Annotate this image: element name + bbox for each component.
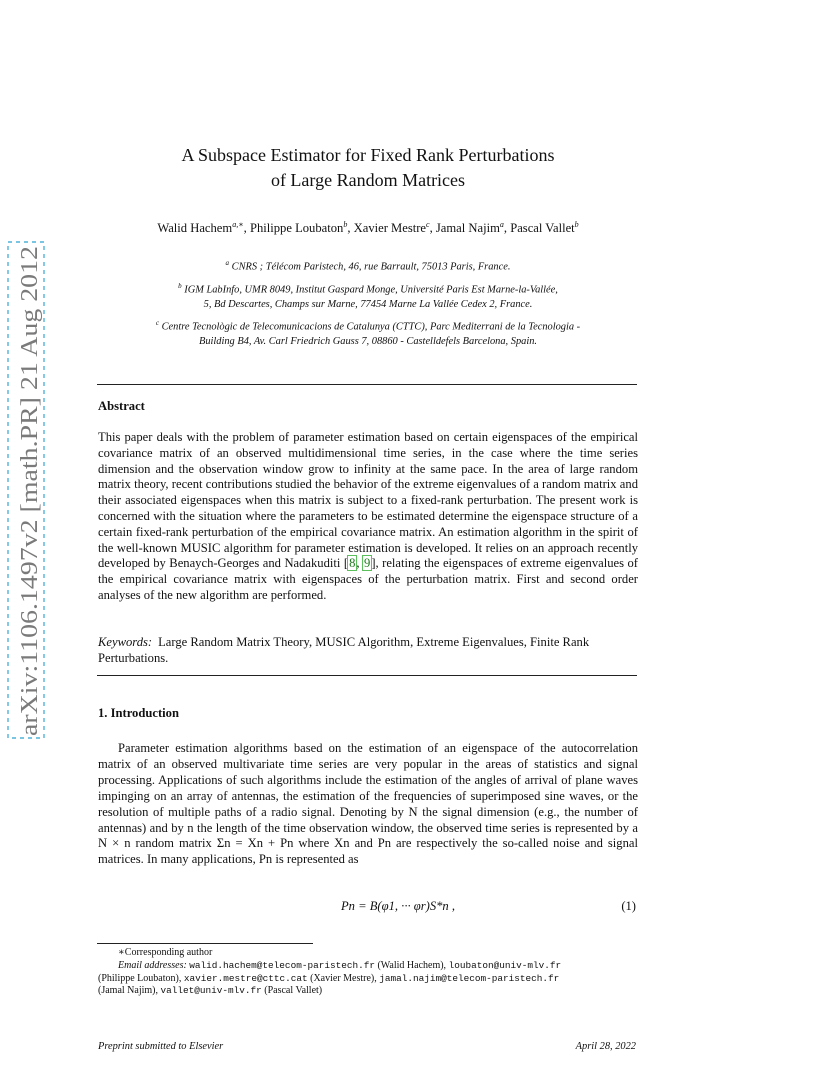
abstract-heading: Abstract [98, 399, 145, 413]
keywords-text: Large Random Matrix Theory, MUSIC Algorithm, Extreme Eigenvalues, Finite Rank Perturbations. [98, 635, 590, 665]
footnote: ∗Corresponding author Email addresses: walid.hachem@telecom-paristech.fr (Walid Hachem), loubaton@univ-mlv.fr (Philippe Loubaton), xavier.mestre@cttc.cat (Xavier Mestre), jamal.najim@telecom-paristech.fr (Jamal Najim), vallet@univ-mlv.fr (Pascal Vallet) [98, 947, 638, 998]
abstract-bottom-rule [97, 675, 637, 676]
abstract-top-rule [97, 384, 637, 385]
email-label: Email addresses: [118, 959, 187, 971]
equation-number: (1) [621, 899, 636, 913]
author-2: Philippe Loubaton$^b$ [249, 220, 348, 236]
keywords-label: Keywords: [98, 635, 153, 649]
intro-heading: 1. Introduction [98, 706, 179, 720]
email-link[interactable]: walid.hachem@telecom-paristech.fr [189, 959, 375, 971]
author-list: Walid Hachem$^{a,∗}$, Philippe Loubaton$^b$, Xavier Mestre$^c$, Jamal Najim$^a$, Pascal Vallet$^b$ [157, 220, 579, 236]
arxiv-id: arXiv:1106.1497v2 [math.PR] 21 Aug 2012 [16, 305, 43, 736]
intro-paragraph: Parameter estimation algorithms based on the estimation of an eigenspace of the autocorrelation matrix of an observed multivariate time series are very popular in the areas of statistics and signal processing. Applications of such algorithms include the estimation of the angles of arrival of plane waves impinging on an array of antennas, the estimation of the frequencies of superimposed sine waves, or the resolution of multiple paths of a radio signal. Denoting by N the signal dimension (e.g., the number of antennas) and by n the length of the time observation window, the observed time series is represented by a N × n random matrix Σn = Xn + Pn where Xn and Pn are respectively the so-called noise and signal matrices. In many applications, Pn is represented as [98, 741, 638, 867]
author-5: Pascal Vallet$^b$ [510, 220, 579, 236]
page-footer [98, 1041, 638, 1052]
footnote-rule [97, 943, 313, 944]
author-3: Xavier Mestre$^c$ [353, 220, 430, 236]
paper-title [98, 143, 638, 193]
abstract-text: This paper deals with the problem of parameter estimation based on certain eigenspaces of the empirical covariance matrix of an observed multidimensional time series, in the case where the time series dimension and the observation window grow to infinity at the same pace. In the area of large random matrix theory, recent contributions studied the behavior of the extreme eigenvalues of a random matrix and their associated eigenspaces when this matrix is subject to a fixed-rank perturbation. The present work is concerned with the situation where the parameters to be estimated determine the eigenspace structure of a certain fixed-rank perturbation of the empirical covariance matrix. An estimation algorithm in the spirit of the well-known MUSIC algorithm for parameter estimation is developed. It relies on an approach recently developed by Benaych-Georges and Nadakuditi [8, 9], relating the eigenspaces of extreme eigenvalues of the empirical covariance matrix with eigenspaces of the perturbation matrix. First and second order analyses of the new algorithm are performed. [98, 430, 638, 602]
affiliations [98, 257, 638, 354]
email-link[interactable]: jamal.najim@telecom-paristech.fr [379, 972, 560, 984]
email-link[interactable]: loubaton@univ-mlv.fr [448, 959, 562, 971]
keywords [98, 634, 638, 666]
email-link[interactable]: vallet@univ-mlv.fr [160, 985, 262, 997]
equation-1 [98, 899, 638, 919]
title-line-1: A Subspace Estimator for Fixed Rank Perturbations [181, 145, 555, 165]
footer-left: Preprint submitted to Elsevier [98, 1041, 224, 1052]
footer-date: April 28, 2022 [575, 1041, 636, 1052]
citation-link-9[interactable]: 9 [364, 556, 371, 571]
author-4: Jamal Najim$^a$ [435, 220, 504, 236]
affiliation-b: $^b$ IGM LabInfo, UMR 8049, Institut Gaspard Monge, Université Paris Est Marne-la-Vallée, 5, Bd Descartes, Champs sur Marne, 77454 Marne La Vallée Cedex 2, France. [178, 282, 558, 310]
email-link[interactable]: xavier.mestre@cttc.cat [183, 972, 308, 984]
title-line-2: of Large Random Matrices [270, 170, 466, 190]
author-1: Walid Hachem$^{a,∗}$ [157, 220, 244, 236]
affiliation-a: $^a$ CNRS ; Télécom Paristech, 46, rue Barrault, 75013 Paris, France. [225, 259, 511, 273]
equation-formula: Pn = B(φ1, ··· φr)S*n , [340, 899, 456, 913]
arxiv-stamp[interactable] [4, 240, 48, 740]
footnote-corresponding: ∗Corresponding author [118, 947, 213, 958]
arxiv-stamp-graphic [4, 240, 48, 740]
affiliation-c: $^c$ Centre Tecnològic de Telecomunicacions de Catalunya (CTTC), Parc Mediterrani de la Tecnologia - Building B4, Av. Carl Friedrich Gauss 7, 08860 - Castelldefels Barcelona, Spain. [155, 319, 581, 347]
citation-link-8[interactable]: 8 [349, 556, 356, 571]
